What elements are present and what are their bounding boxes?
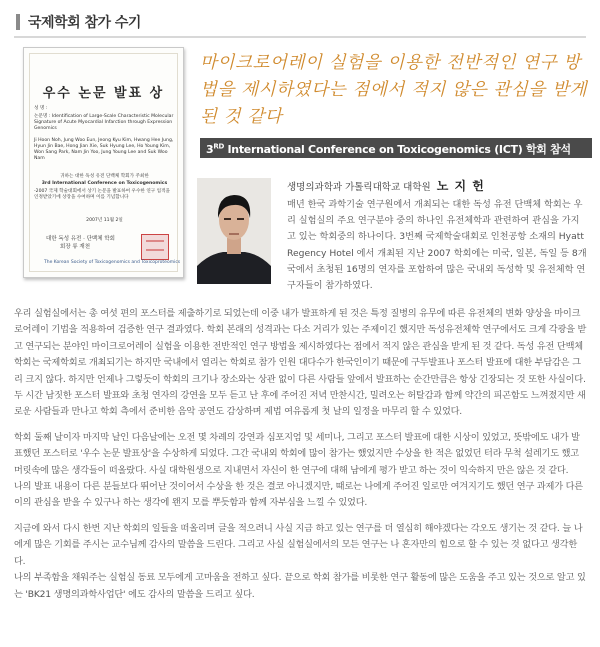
author-affiliation: 생명의과학과 가톨릭대학교 대학원 (287, 182, 431, 193)
award-certificate-image (23, 47, 184, 278)
body-paragraph: 나의 발표 내용이 다른 분들보다 뛰어난 것이어서 수상을 한 것은 결코 아니겠지만, 때로는 나에게 주어진 일로만 여겨지기도 했던 연구 과제가 다른 이의 관심을 받을 수 있구나 하는 생각에 왠지 모를 뿌듯함과 함께 자부심을 느낄 수 있었다. (14, 481, 583, 509)
conference-name: International Conference on Toxicogenomics (ICT) (223, 143, 523, 156)
certificate-title-line (34, 114, 175, 132)
conference-ordinal-number: 3 (206, 143, 214, 156)
certificate-title-label: 논문명 : (34, 114, 51, 119)
article-body (14, 306, 588, 612)
certificate-conference: 3rd International Conference on Toxicogenomics (41, 181, 168, 186)
certificate-seal-icon (141, 234, 169, 260)
pull-quote: 마이크로어레이 실험을 이용한 전반적인 연구 방법을 제시하였다는 점에서 적지 않은 관심을 받게 된 것 같다 (200, 53, 588, 127)
body-paragraph: 우리 실험실에서는 총 여섯 편의 포스터를 제출하기로 되었는데 이중 내가 발표하게 된 것은 특정 질병의 유무에 따른 유전체의 변화 양상을 마이크로어레이 기법을 적용하여 검증한 연구 결과였다. 학회 본래의 성격과는 다소 거리가 있는 주제이긴 했지만 독성유전체학 연구에서도 크게 각광을 받고 연구되는 분야인 마이크로어레이 실험을 이용한 전반적인 연구 방법을 제시하였다는 점에서 적지 않은 관심을 받게 된 것 같다. 독성 유전 단백체 학회는 국제학회로 개최되기는 하지만 국내에서 열리는 학회로 참가 인원 대다수가 한국인이기 때문에 구두발표나 포스터 발표에 대한 부담감은 그리 크지 않다. 하지만 언제나 그렇듯이 학회의 크기나 장소와는 상관 없이 다른 사람들 앞에서 발표하는 순간만큼은 항상 긴장되는 것 또한 사실이다. 두 시간 남짓한 포스터 발표와 초청 연자의 강연을 모두 듣고 난 후에 주어진 저녁 만찬시간, 밀려오는 허탈감과 함께 약간의 피곤함도 느껴졌지만 새로운 사람들과 만나고 학회 측에서 준비한 음악 공연도 감상하며 제법 여유롭게 첫 날의 일정을 마무리 할 수 있었다. (14, 308, 587, 418)
certificate-paper-title: Identification of Large-Scale Characteristic Molecular Signature of Acute Myocardial Infarction through Expression Genomics (34, 114, 174, 131)
author-photo (197, 178, 271, 284)
certificate-signature-role: 회장 류 재천 (60, 244, 91, 250)
author-intro: 매년 한국 과학기술 연구원에서 개최되는 대한 독성 유전 단백체 학회는 우리 실험실의 주요 연구분야 중의 하나인 유전체학과 관련하여 관심을 가지고 있는 학회중의 하나이다. 3번째 국제학술대회로 인천공항 소재의 Hyatt Regency Hotel 에서 개최된 지난 2007 학회에는 미국, 일본, 독일 등 8개국에서 초청된 16명의 연자를 포함하여 많은 국내외 독성학 및 유전체학 연구자들이 참가하였다. (287, 199, 587, 292)
certificate-body-2: -2007 국제 학술대회에서 상기 논문을 발표하여 우수한 연구 업적을 인정받았기에 상장을 수여하며 이를 기념합니다 (34, 189, 170, 200)
certificate-logo: The Korean Society of Toxicogenomics and Toxicoproteomics (44, 260, 181, 265)
author-heading (287, 175, 587, 194)
certificate-date: 2007년 11월 2일 (86, 218, 123, 223)
section-header (14, 10, 586, 38)
certificate-title: 우수 논문 발표 상 (42, 86, 165, 101)
body-paragraph: 지금에 와서 다시 한번 지난 학회의 일들을 떠올리며 글을 적으려니 사실 지금 하고 있는 연구를 더 열심히 해야겠다는 각오도 생기는 것 같다. 늘 나에게 많은 기회를 주시는 교수님께 감사의 말씀을 드린다. 그리고 사실 실험실에서의 모든 연구는 나 혼자만의 힘으로 할 수 있는 것 없다고 생각한다. (14, 522, 583, 567)
certificate-signature-org: 대한 독성 유전 · 단백체 학회 (46, 236, 115, 242)
author-portrait-icon (197, 178, 271, 284)
author-name: 노 지 헌 (436, 179, 485, 193)
certificate-authors: Ji Hoon Noh, Jung Woo Eun, Jeong Kyu Kim, Hwang Hee Jung, Hyun Jin Bae, Hong Jian Xie, Suk Hyung Lee, Ho Young Kim, Won Sang Park, Nam Jin Yoo, Jung Young Lee and Suk Woo Nam (34, 138, 174, 161)
section-title: 국제학회 참가 수기 (28, 15, 141, 31)
certificate-body-1: 귀하는 대한 독성 유전 단백체 학회가 주최한 (60, 174, 149, 179)
body-paragraph: 학회 둘째 날이자 마지막 날인 다음날에는 오전 몇 차례의 강연과 심포지엄 및 세미나, 그리고 포스터 발표에 대한 시상이 있었고, 뜻밖에도 내가 발표했던 포스터로 '우수 논문 발표상'을 수상하게 되었다. 그간 국내외 학회에 많이 참가는 했었지만 수상을 한 적은 없었던 터라 무척 설레기도 했고 머릿속에 많은 생각들이 떠올랐다. 사실 대학원생으로 지내면서 자신이 한 연구에 대해 남에게 평가 받고 하는 것이 익숙하지 만은 않은 것 같다. (14, 431, 580, 476)
author-block (287, 175, 587, 294)
conference-banner (200, 138, 592, 158)
conference-suffix: 학회 참석 (522, 143, 571, 156)
body-paragraph: 나의 부족함을 채워주는 실험실 동료 모두에게 고마움을 전하고 싶다. 끝으로 학회 참가를 비롯한 연구 활동에 많은 도움을 주고 있는 것으로 알고 있는 'BK21 생명의과학사업단' 에도 감사의 말씀을 드리고 싶다. (14, 572, 586, 600)
conference-banner-text (206, 141, 571, 157)
certificate-name-line: 성 명 : (34, 106, 48, 111)
conference-ordinal-suffix: RD (213, 142, 224, 151)
header-marker (16, 14, 20, 30)
